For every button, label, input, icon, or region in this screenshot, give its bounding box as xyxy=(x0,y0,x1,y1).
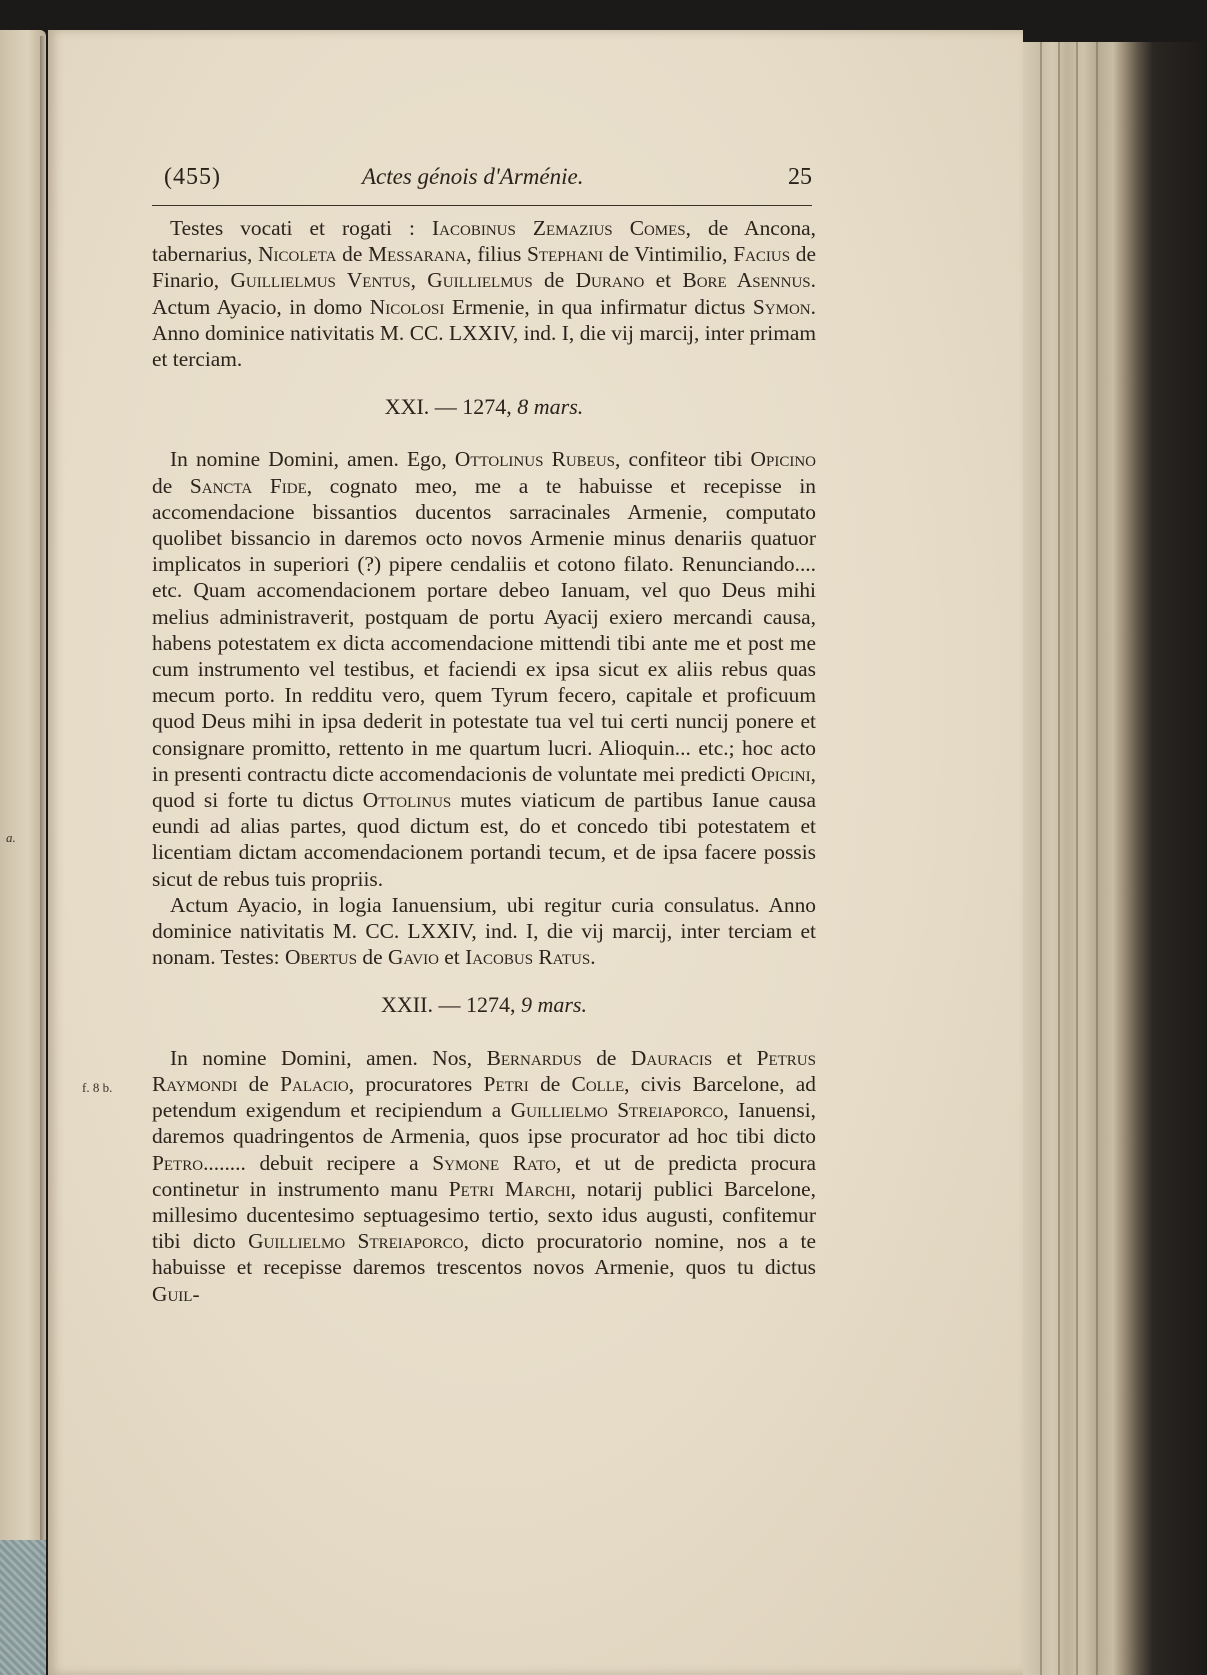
paragraph-witnesses: Testes vocati et rogati : Iacobinus Zemazius Comes, de Ancona, tabernarius, Nicoleta de Messarana, filius Stephani de Vintimilio, Facius de Finario, Guillielmus Ventus, Guillielmus de Durano et Bore Asennus. Actum Ayacio, in domo Nicolosi Ermenie, in qua infirmatur dictus Symon. Anno dominice nativitatis M. CC. LXXIV, ind. I, die vij marcij, inter primam et terciam. xyxy=(152,216,816,372)
entry-heading-xxii: XXII. — 1274, 9 mars. xyxy=(381,992,587,1018)
entry-heading-xxi: XXI. — 1274, 8 mars. xyxy=(384,394,584,420)
running-title: Actes génois d'Arménie. xyxy=(362,164,584,189)
page-edge-line xyxy=(1040,42,1042,1675)
paragraph-commenda: In nomine Domini, amen. Ego, Ottolinus Rubeus, confiteor tibi Opicino de Sancta Fide, cognato meo, me a te habuisse et recepisse in accomendacione bissantios ducentos sarracinales Armenie, computato quolibet bissancio in daremos octo novos Armenie minus denariis quatuor implicatos in superiori (?) pipere cendaliis et cotono filato. Renunciando.... etc. Quam accomendacionem portare debeo Ianuam, vel quo Deus mihi melius administraverit, postquam de portu Ayacij exiero mercandi causa, habens potestatem ex dicta accomendacione mittendi tibi ante me et post me cum instrumento vel testibus, et faciendi ex ipsa sicut ex aliis rebus quas mecum porto. In redditu vero, quem Tyrum fecero, capitale et proficuum quod Deus mihi in ipsa dederit in potestate tua vel tui certi nuncij ponere et consignare promitto, rettento in me quartum lucri. Alioquin... etc.; hoc acto in presenti contractu dicte accomendacionis de voluntate mei predicti Opicini, quod si forte tu dictus Ottolinus mutes viaticum de partibus Ianue causa eundi ad alias partes, quod dictum est, do et concedo tibi potestatem et licentiam dictam accomendacionem portandi tecum, et de ipsa facere possis sicut de rebus tuis propriis. xyxy=(152,447,816,891)
margin-note-a: a. xyxy=(6,830,16,845)
binding-cloth xyxy=(0,1540,46,1675)
header-rule xyxy=(152,205,812,206)
book-gutter xyxy=(40,36,46,1675)
page-edge-line xyxy=(1058,42,1060,1675)
page-edge-line xyxy=(1096,42,1098,1675)
page-body xyxy=(152,215,816,1307)
page-stack-edges xyxy=(1023,42,1207,1675)
page-edge-line xyxy=(1076,42,1078,1675)
margin-note-folio: f. 8 b. xyxy=(82,1080,113,1095)
page-number: 25 xyxy=(788,164,812,190)
paragraph-procuratores: In nomine Domini, amen. Nos, Bernardus de Dauracis et Petrus Raymondi de Palacio, procuratores Petri de Colle, civis Barcelone, ad petendum exigendum et recipiendum a Guillielmo Streiaporco, Ianuensi, daremos quadringentos de Armenia, quos ipse procurator ad hoc tibi dicto Petro........ debuit recipere a Symone Rato, et ut de predicta procura continetur in instrumento manu Petri Marchi, notarij publici Barcelone, millesimo ducentesimo septuagesimo tertio, sexto idus augusti, confitemur tibi dicto Guillielmo Streiaporco, dicto procuratorio nomine, nos a te habuisse et recepisse daremos trescentos novos Armenie, quos tu dictus Guil- xyxy=(152,1045,817,1306)
page-reference: (455) xyxy=(164,164,221,190)
paragraph-actum: Actum Ayacio, in logia Ianuensium, ubi regitur curia consulatus. Anno dominice nativitatis M. CC. LXXIV, ind. I, die vij marcij, inter terciam et nonam. Testes: Obertus de Gavio et Iacobus Ratus. xyxy=(152,892,816,970)
running-header xyxy=(152,160,812,200)
